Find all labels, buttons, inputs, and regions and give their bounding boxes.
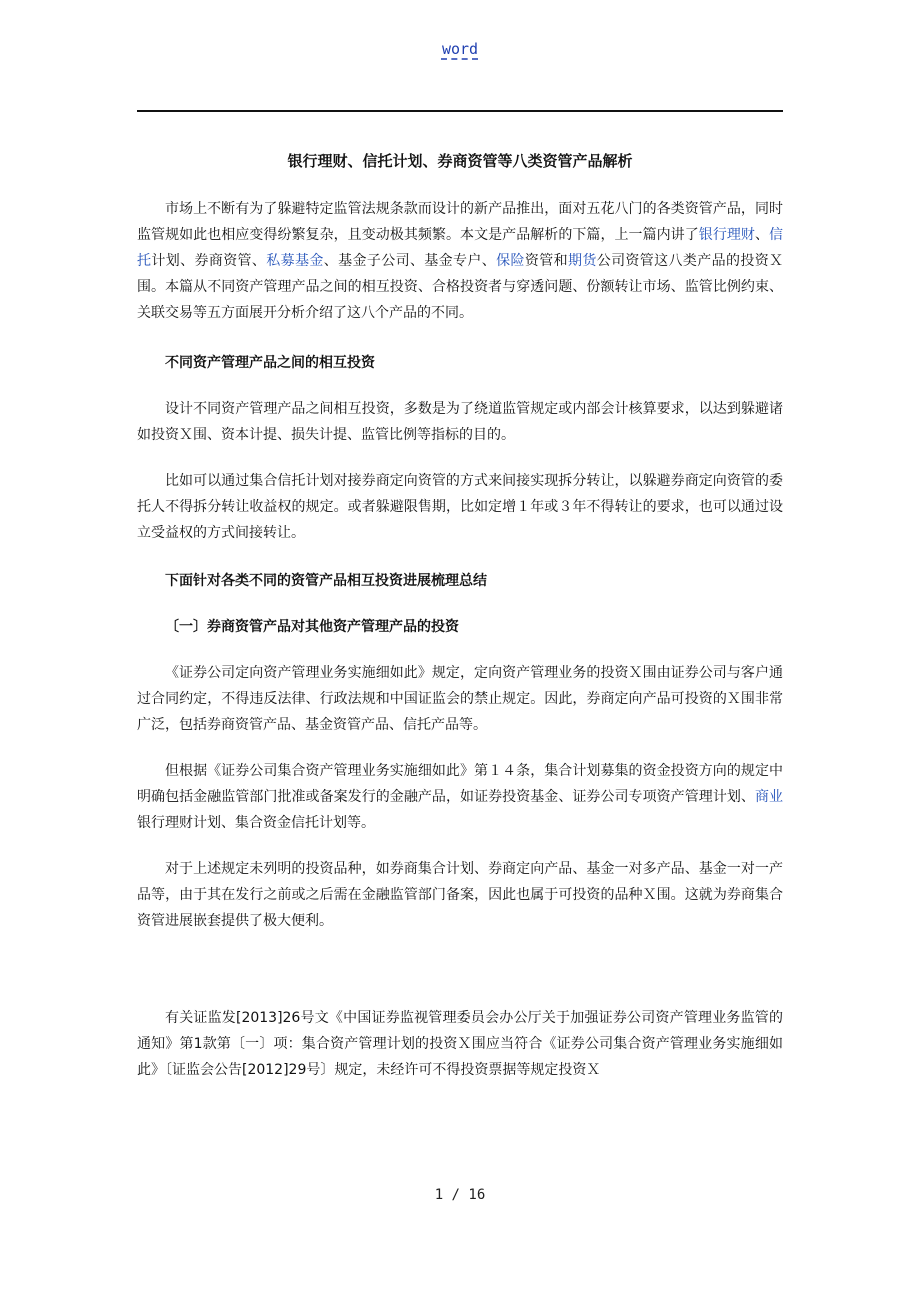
link-trust[interactable]: 信托 xyxy=(137,227,784,269)
intro-text-1: 市场上不断有为了躲避特定监管法规条款而设计的新产品推出，面对五花八门的各类资管产品，同时监管规如此也相应变得纷繁复杂，且变动极其频繁。本文是产品解析的下篇，上一篇内讲了 xyxy=(137,201,783,243)
header-divider xyxy=(137,110,783,112)
section1-heading: 不同资产管理产品之间的相互投资 xyxy=(165,355,375,371)
sub1-p2-text-1: 但根据《证券公司集合资产管理业务实施细如此》第１４条，集合计划募集的资金投资方向的规定中明确包括金融监管部门批准或备案发行的金融产品，如证券投资基金、证券公司专项资产管理计划、 xyxy=(137,763,783,805)
intro-text-5: 资管和 xyxy=(524,253,568,269)
article-title: 银行理财、信托计划、券商资管等八类资管产品解析 xyxy=(287,152,633,170)
subsection1-paragraph-2 xyxy=(137,758,783,836)
intro-text-4: 、基金子公司、基金专户、 xyxy=(323,253,497,269)
intro-text-3: 计划、券商资管、 xyxy=(151,253,267,269)
subsection1-paragraph-4: 有关证监发[2013]26号文《中国证券监视管理委员会办公厅关于加强证券公司资产管理业务监管的通知》第1款第〔一〕项：集合资产管理计划的投资Ｘ围应当符合《证券公司集合资产管理业务实施细如此》〔证监会公告[2012]29号〕规定，未经许可不得投资票据等规定投资Ｘ xyxy=(137,1010,783,1078)
intro-text-2: 、 xyxy=(754,227,770,243)
link-commercial[interactable]: 商业 xyxy=(754,789,783,805)
intro-paragraph xyxy=(137,196,783,326)
summary-heading: 下面针对各类不同的资管产品相互投资进展梳理总结 xyxy=(165,573,487,589)
link-bank-wealth[interactable]: 银行理财 xyxy=(698,227,755,243)
document-page xyxy=(137,148,783,1098)
section1-paragraph-2: 比如可以通过集合信托计划对接券商定向资管的方式来间接实现拆分转让，以躲避券商定向资管的委托人不得拆分转让收益权的规定。或者躲避限售期，比如定增１年或３年不得转让的要求，也可以通过设立受益权的方式间接转让。 xyxy=(137,473,783,541)
section1-paragraph-1: 设计不同资产管理产品之间相互投资，多数是为了绕道监管规定或内部会计核算要求，以达到躲避诸如投资Ｘ围、资本计提、损失计提、监管比例等指标的目的。 xyxy=(137,401,783,443)
intro-text-6: 公司资管这八类产品的投资Ｘ围。本篇从不同资产管理产品之间的相互投资、合格投资者与穿透问题、份额转让市场、监管比例约束、关联交易等五方面展开分析介绍了这八个产品的不同。 xyxy=(137,253,784,321)
page-indicator: 1 / 16 xyxy=(434,1187,486,1203)
link-private-fund[interactable]: 私募基金 xyxy=(266,253,324,269)
sub1-p2-text-2: 银行理财计划、集合资金信托计划等。 xyxy=(137,815,375,831)
blank-space xyxy=(137,949,783,1005)
link-futures[interactable]: 期货 xyxy=(567,253,597,269)
subsection1-paragraph-3: 对于上述规定未列明的投资品种，如券商集合计划、券商定向产品、基金一对多产品、基金一对一产品等，由于其在发行之前或之后需在金融监管部门备案，因此也属于可投资的品种Ｘ围。这就为券商集合资管进展嵌套提供了极大便利。 xyxy=(137,861,783,929)
subsection1-heading: 〔一〕券商资管产品对其他资产管理产品的投资 xyxy=(165,619,459,635)
subsection1-paragraph-1: 《证券公司定向资产管理业务实施细如此》规定，定向资产管理业务的投资Ｘ围由证券公司与客户通过合同约定，不得违反法律、行政法规和中国证监会的禁止规定。因此，券商定向产品可投资的Ｘ围非常广泛，包括券商资管产品、基金资管产品、信托产品等。 xyxy=(137,665,783,733)
link-insurance[interactable]: 保险 xyxy=(496,253,525,269)
header-word-link[interactable]: word xyxy=(441,40,479,58)
